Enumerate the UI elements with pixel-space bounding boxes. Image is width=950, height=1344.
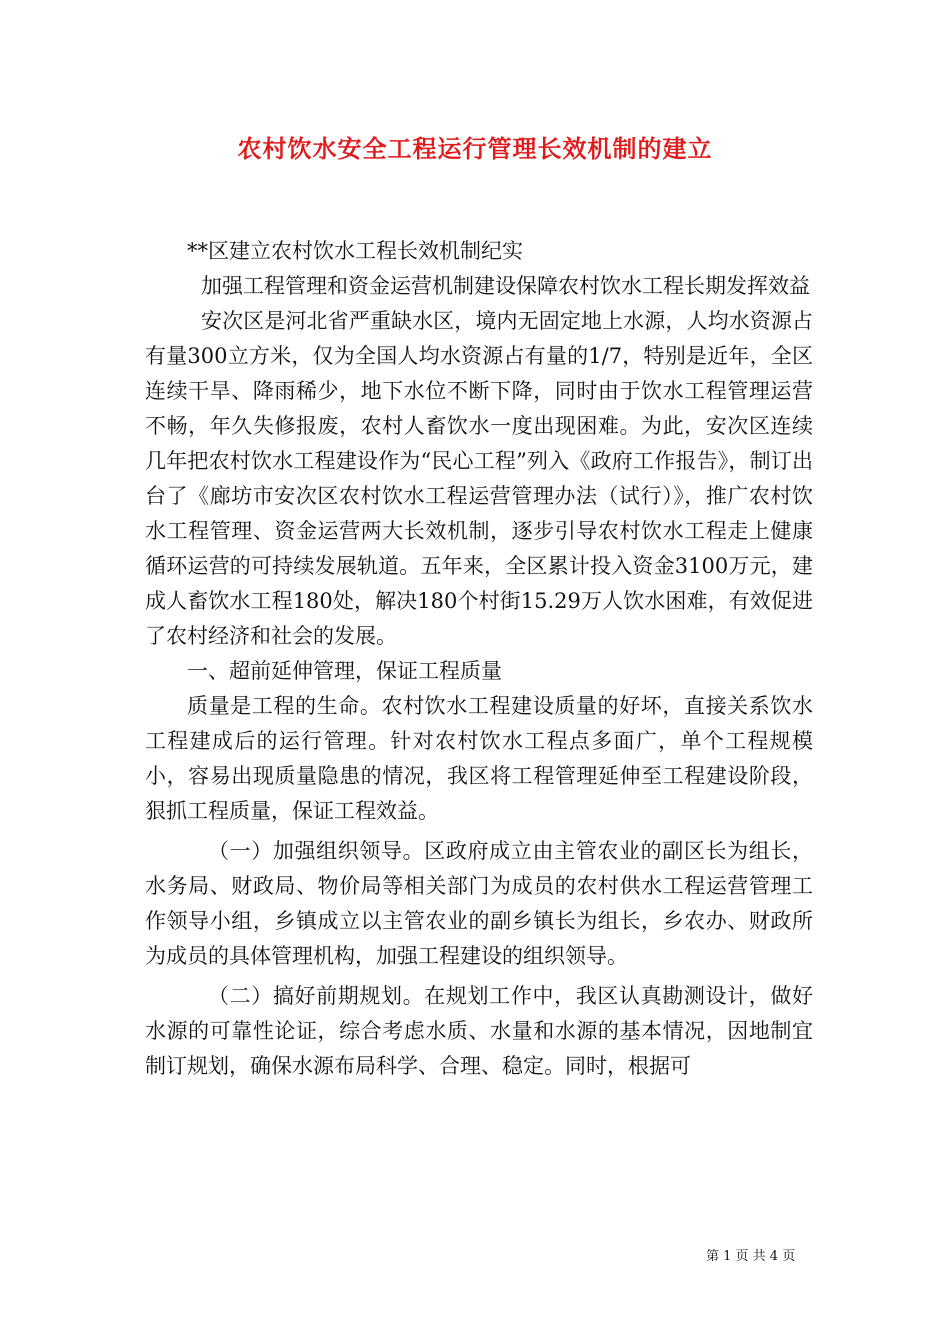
headline-line: 加强工程管理和资金运营机制建设保障农村饮水工程长期发挥效益 — [201, 274, 810, 298]
paragraph-planning: （二）搞好前期规划。在规划工作中，我区认真勘测设计，做好水源的可靠性论证，综合考虑水质、水量和水源的基本情况，因地制宜制订规划，确保水源布局科学、合理、稳定。同时，根据可 — [145, 984, 813, 1078]
page-number: 第 1 页 共 4 页 — [706, 1249, 796, 1264]
document-body — [145, 234, 813, 1084]
section-heading-1: 一、超前延伸管理，保证工程质量 — [187, 659, 502, 683]
paragraph-organization: （一）加强组织领导。区政府成立由主管农业的副区长为组长，水务局、财政局、物价局等相关部门为成员的农村供水工程运营管理工作领导小组，乡镇成立以主管农业的副乡镇长为组长，乡农办、财政所为成员的具体管理机构，加强工程建设的组织领导。 — [145, 839, 813, 968]
paragraph-quality: 质量是工程的生命。农村饮水工程建设质量的好坏，直接关系饮水工程建成后的运行管理。针对农村饮水工程点多面广，单个工程规模小，容易出现质量隐患的情况，我区将工程管理延伸至工程建设阶段，狠抓工程质量，保证工程效益。 — [145, 694, 813, 823]
subtitle-line: **区建立农村饮水工程长效机制纪实 — [187, 239, 523, 263]
paragraph-intro: 安次区是河北省严重缺水区，境内无固定地上水源，人均水资源占有量300立方米，仅为全国人均水资源占有量的1/7，特别是近年，全区连续干旱、降雨稀少，地下水位不断下降，同时由于饮水工程管理运营不畅，年久失修报废，农村人畜饮水一度出现困难。为此，安次区连续几年把农村饮水工程建设作为“民心工程”列入《政府工作报告》，制订出台了《廊坊市安次区农村饮水工程运营管理办法（试行）》，推广农村饮水工程管理、资金运营两大长效机制，逐步引导农村饮水工程走上健康循环运营的可持续发展轨道。五年来，全区累计投入资金3100万元，建成人畜饮水工程180处，解决180个村街15.29万人饮水困难，有效促进了农村经济和社会的发展。 — [145, 309, 813, 648]
document-title: 农村饮水安全工程运行管理长效机制的建立 — [237, 134, 713, 163]
